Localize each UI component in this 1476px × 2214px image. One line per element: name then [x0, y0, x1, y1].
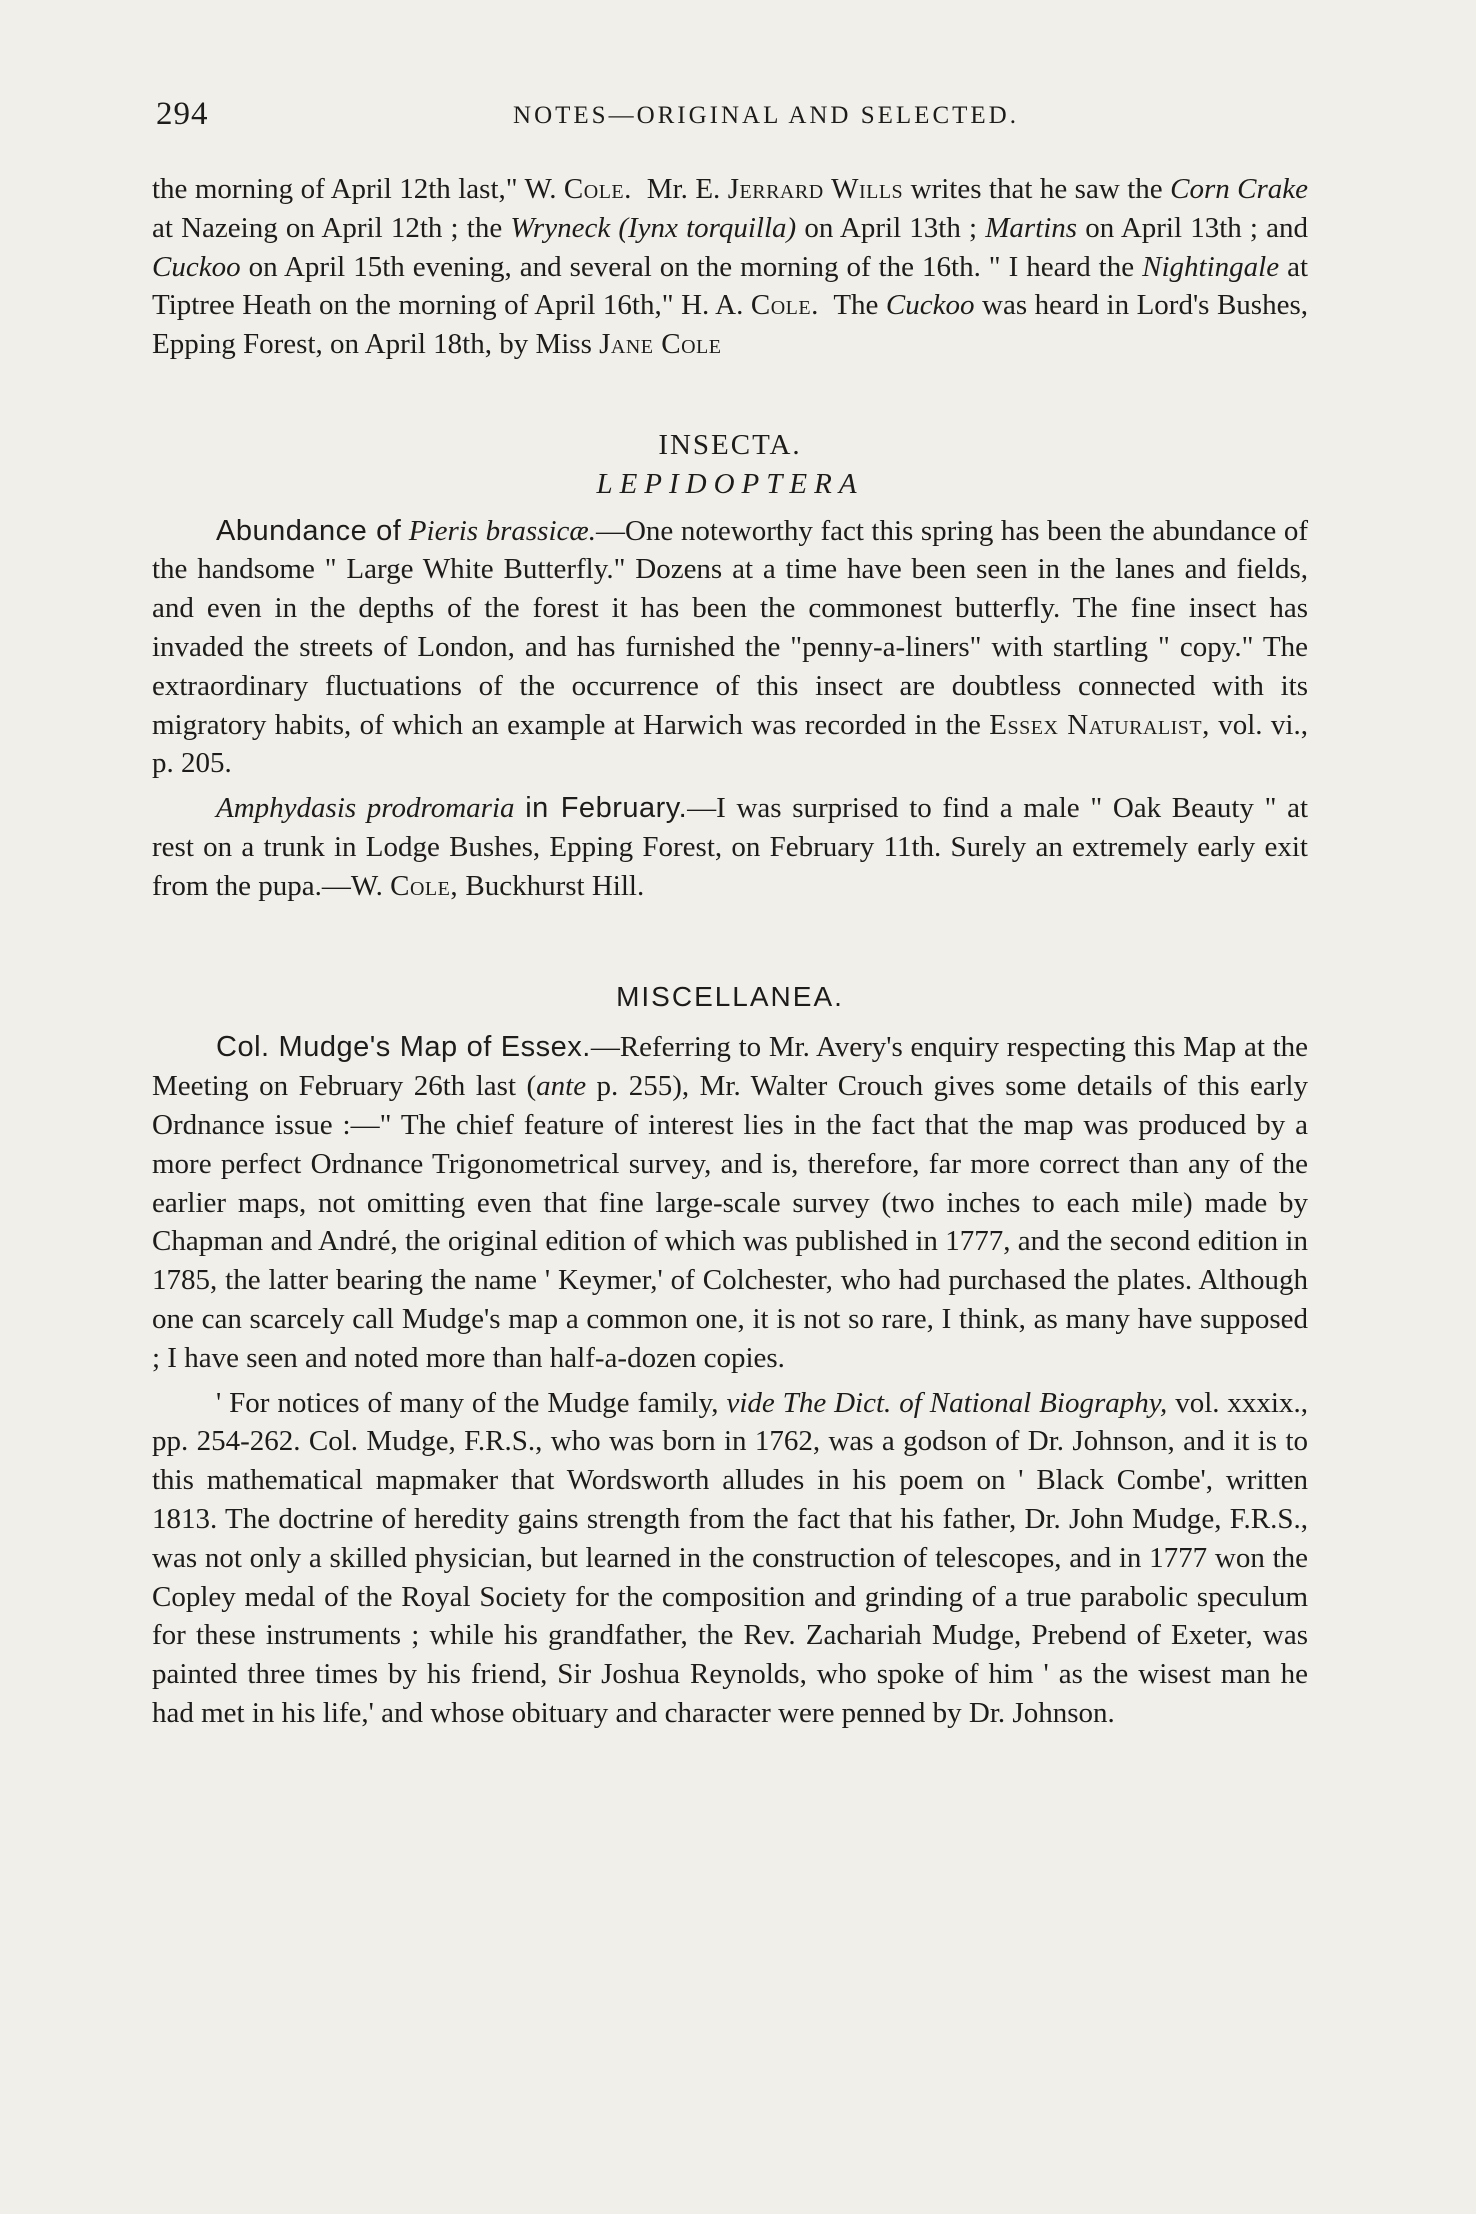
note-pieris-brassicae: Abundance of Pieris brassicæ.—One noteworthy fact this spring has been the abundance of the handsome " Large White Butterfly." Dozens at a time have been seen in the lanes and fields, and even in the depths of the forest it has been the commonest butterfly. The fine insect has invaded the streets of London, and has furnished the "penny-a-liners" with startling " copy." The extraordinary fluctuations of the occurrence of this insect are doubtless connected with its migratory habits, of which an example at Harwich was recorded in the Essex Naturalist, vol. vi., p. 205. [152, 514, 1308, 780]
note-amphydasis: Amphydasis prodromaria in February.—I was surprised to find a male " Oak Beauty " at rest on a trunk in Lodge Bushes, Epping Forest, on February 11th. Surely an extremely early exit from the pupa.—W. Cole, Buckhurst Hill. [152, 792, 1309, 902]
body-text [152, 170, 1308, 1733]
section-title-miscellanea: MISCELLANEA. [616, 980, 844, 1012]
note-heading: in February. [525, 792, 688, 825]
note-mudge-map: Col. Mudge's Map of Essex.—Referring to Mr. Avery's enquiry respecting this Map at the Meeting on February 26th last (ante p. 255), Mr. Walter Crouch gives some details of this early Ordnance issue :—" The chief feature of interest lies in the fact that the map was produced by a more perfect Ordnance Trigonometrical survey, and is, therefore, far more correct than any of the earlier maps, not omitting even that fine large-scale survey (two inches to each mile) made by Chapman and André, the original edition of which was published in 1777, and the second edition in 1785, the latter bearing the name ' Keymer,' of Colchester, who had purchased the plates. Although one can scarcely call Mudge's map a common one, it is not so rare, I think, as many have supposed ; I have seen and noted more than half-a-dozen copies. [152, 1031, 1308, 1374]
running-head [156, 92, 1306, 142]
section-title-insecta: INSECTA. [658, 428, 802, 461]
note-heading: Abundance of [216, 514, 402, 547]
page-number: 294 [156, 96, 209, 132]
running-title: NOTES—ORIGINAL AND SELECTED. [513, 102, 1019, 129]
note-heading: Col. Mudge's Map of Essex. [216, 1031, 591, 1064]
continuation-paragraph: the morning of April 12th last," W. Cole. Mr. E. Jerrard Wills writes that he saw the Corn Crake at Nazeing on April 12th ; the Wryneck (Iynx torquilla) on April 13th ; Martins on April 13th ; and Cuckoo on April 15th evening, and several on the morning of the 16th. " I heard the Nightingale at Tiptree Heath on the morning of April 16th," H. A. Cole. The Cuckoo was heard in Lord's Bushes, Epping Forest, on April 18th, by Miss Jane Cole [152, 173, 1309, 361]
subsection-title-lepidoptera: LEPIDOPTERA [596, 467, 864, 500]
note-mudge-family: ' For notices of many of the Mudge family, vide The Dict. of National Biography, vol. xxxix., pp. 254-262. Col. Mudge, F.R.S., who was born in 1762, was a godson of Dr. Johnson, and it is to this mathematical mapmaker that Wordsworth alludes in his poem on ' Black Combe', written 1813. The doctrine of heredity gains strength from the fact that his father, Dr. John Mudge, F.R.S., was not only a skilled physician, but learned in the construction of telescopes, and in 1777 won the Copley medal of the Royal Society for the composition and grinding of a true parabolic speculum for these instruments ; while his grandfather, the Rev. Zachariah Mudge, Prebend of Exeter, was painted three times by his friend, Sir Joshua Reynolds, who spoke of him ' as the wisest man he had met in his life,' and whose obituary and character were penned by Dr. Johnson. [152, 1386, 1308, 1729]
